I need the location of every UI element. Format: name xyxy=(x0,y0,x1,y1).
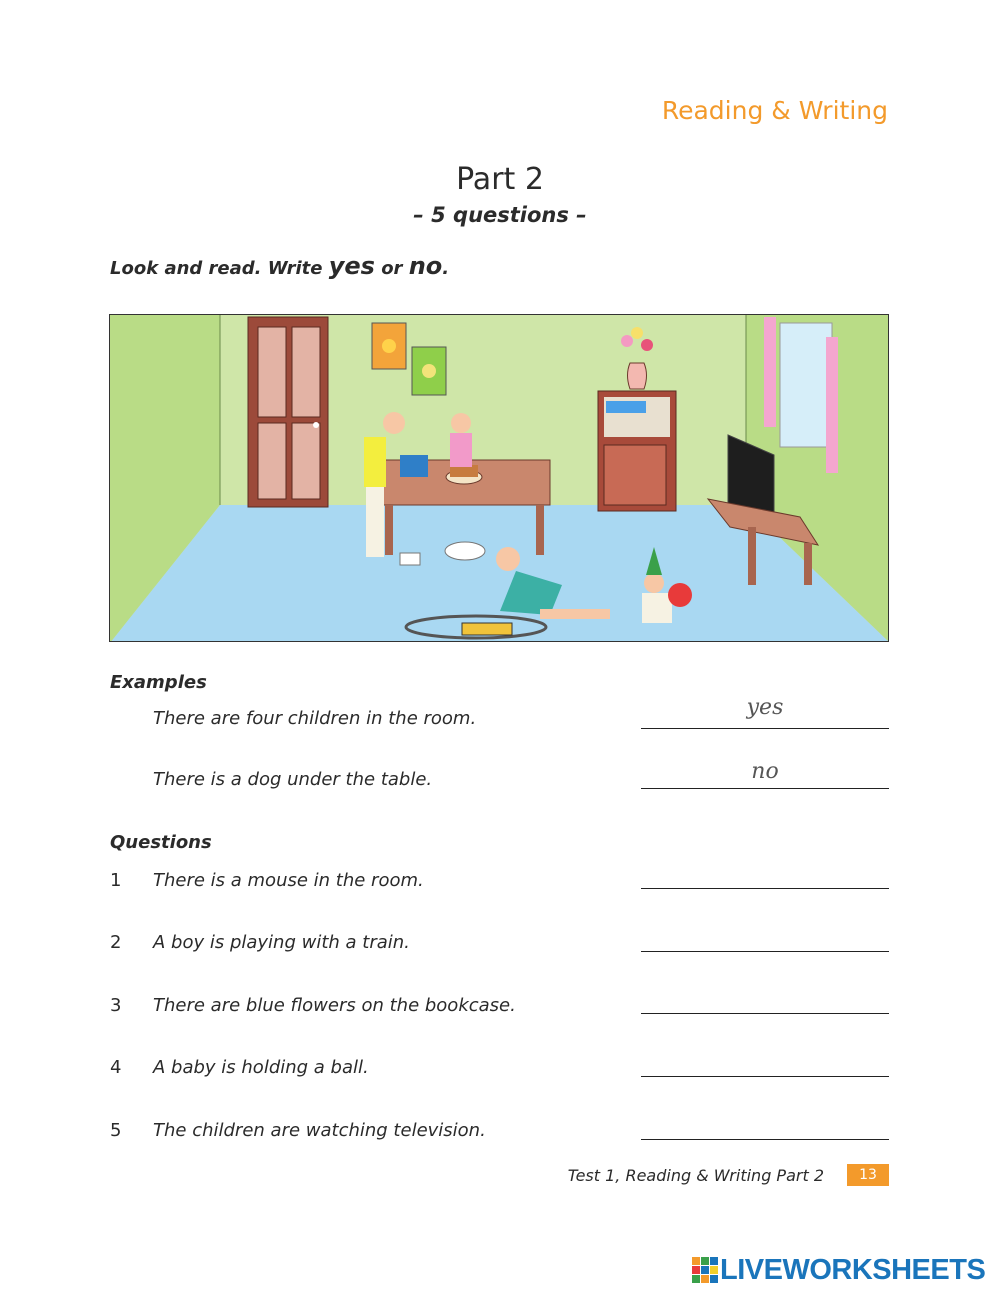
part-subtitle: – 5 questions – xyxy=(413,203,587,227)
question-4-number: 4 xyxy=(110,1057,122,1078)
question-1-number: 1 xyxy=(110,870,122,891)
question-4-answer-line[interactable] xyxy=(641,1076,889,1077)
question-2-answer-line[interactable] xyxy=(641,951,889,952)
footer-caption: Test 1, Reading & Writing Part 2 xyxy=(567,1166,824,1185)
example-2-text: There is a dog under the table. xyxy=(153,769,433,790)
page-number: 13 xyxy=(847,1164,889,1186)
examples-heading: Examples xyxy=(110,672,207,693)
example-1-answer: yes xyxy=(746,695,784,720)
instruction-yes: yes xyxy=(328,252,375,280)
example-1-text: There are four children in the room. xyxy=(153,708,477,729)
question-5-text: The children are watching television. xyxy=(153,1120,486,1141)
question-3-text: There are blue flowers on the bookcase. xyxy=(153,995,516,1016)
instruction-pre: Look and read. Write xyxy=(110,258,329,279)
instruction xyxy=(110,252,449,280)
question-5-answer-line[interactable] xyxy=(641,1139,889,1140)
brand-logo-icon xyxy=(692,1257,718,1283)
example-2-answer: no xyxy=(751,759,779,784)
example-2-answer-line xyxy=(641,788,889,789)
question-2-text: A boy is playing with a train. xyxy=(153,932,410,953)
question-4-text: A baby is holding a ball. xyxy=(153,1057,369,1078)
instruction-no: no xyxy=(408,252,443,280)
instruction-post: . xyxy=(442,258,450,279)
question-3-number: 3 xyxy=(110,995,122,1016)
question-1-answer-line[interactable] xyxy=(641,888,889,889)
brand-logo-text: LIVEWORKSHEETS xyxy=(720,1253,986,1286)
part-title: Part 2 xyxy=(456,162,544,197)
room-illustration xyxy=(109,314,889,642)
brand-logo[interactable] xyxy=(692,1254,985,1286)
example-1-answer-line xyxy=(641,728,889,729)
instruction-mid: or xyxy=(374,258,409,279)
questions-heading: Questions xyxy=(110,832,212,853)
question-1-text: There is a mouse in the room. xyxy=(153,870,424,891)
section-label: Reading & Writing xyxy=(661,96,888,125)
question-5-number: 5 xyxy=(110,1120,122,1141)
question-3-answer-line[interactable] xyxy=(641,1013,889,1014)
question-2-number: 2 xyxy=(110,932,122,953)
